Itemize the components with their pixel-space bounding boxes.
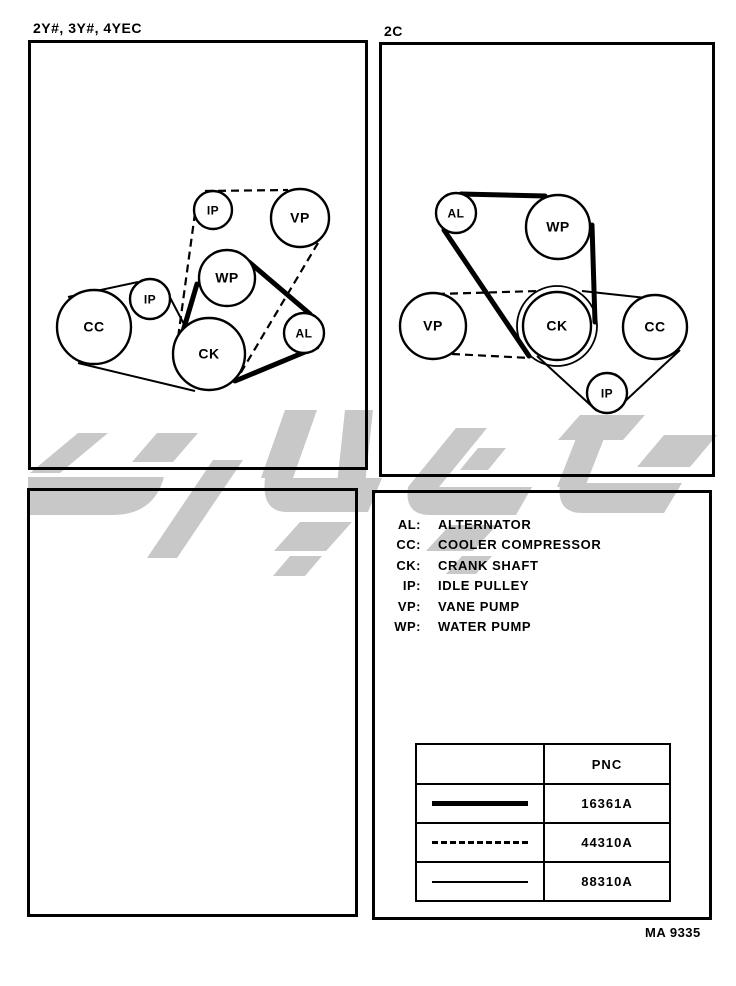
figure-code: MA 9335 (645, 925, 701, 940)
line-style-cell (417, 824, 545, 861)
line-style-cell (417, 863, 545, 900)
legend-name: ALTERNATOR (438, 516, 532, 532)
legend-name: VANE PUMP (438, 598, 520, 614)
pnc-table-row-16361a (417, 783, 669, 822)
legend-item-ck (388, 555, 601, 576)
legend-abbr: VP: (397, 598, 421, 614)
pnc-value: 44310A (581, 835, 633, 850)
pnc-table-row-88310a (417, 861, 669, 900)
engine-code-label-left: 2Y#, 3Y#, 4YEC (33, 20, 142, 36)
belt-line-sample-thick-solid (432, 801, 528, 806)
legend-item-ip (388, 576, 601, 597)
pnc-table-body (417, 783, 669, 900)
pulley-label: AL (295, 326, 313, 341)
pulley-label: WP (546, 218, 570, 235)
pulley-label: VP (290, 209, 310, 226)
pulley-label: CK (546, 317, 568, 334)
pulley-label: AL (447, 206, 465, 221)
legend-name: WATER PUMP (438, 619, 532, 635)
legend-abbr: WP: (394, 619, 421, 635)
panel-empty (27, 488, 358, 917)
legend-item-cc (388, 535, 601, 556)
engine-code-label-right: 2C (384, 23, 403, 39)
belt-line-sample-dashed (432, 841, 528, 844)
legend-item-wp (388, 617, 601, 638)
pnc-value: 16361A (581, 796, 633, 811)
pulley-label: CC (83, 318, 105, 335)
panel-diagram-2c (379, 42, 715, 477)
pnc-table-row-44310a (417, 822, 669, 861)
belt-line-sample-thin-solid (432, 881, 528, 883)
legend-abbr: CK: (396, 557, 421, 573)
pnc-table-header-row (417, 745, 669, 783)
pulley-label: WP (215, 269, 239, 286)
legend-name: IDLE PULLEY (438, 578, 530, 594)
pulley-label: IP (600, 386, 614, 401)
legend-abbr: IP: (402, 578, 421, 594)
pulley-label: CC (644, 318, 666, 335)
pulley-label: VP (423, 317, 443, 334)
pulley-label: IP (206, 203, 220, 218)
legend-name: CRANK SHAFT (438, 557, 539, 573)
legend-abbr: AL: (397, 516, 421, 532)
pnc-table (415, 743, 671, 902)
legend-item-al (388, 514, 601, 535)
legend-abbr: CC: (396, 537, 421, 553)
pulley-label: IP (143, 292, 157, 307)
pnc-value: 88310A (581, 874, 633, 889)
legend-item-vp (388, 596, 601, 617)
pulley-label: CK (198, 345, 220, 362)
line-style-cell (417, 785, 545, 822)
legend-name: COOLER COMPRESSOR (438, 537, 602, 553)
panel-diagram-2y-3y-4yec (28, 40, 368, 470)
pnc-column-header: PNC (591, 756, 623, 772)
line-style-column-header (417, 745, 545, 783)
legend-list (388, 514, 601, 637)
